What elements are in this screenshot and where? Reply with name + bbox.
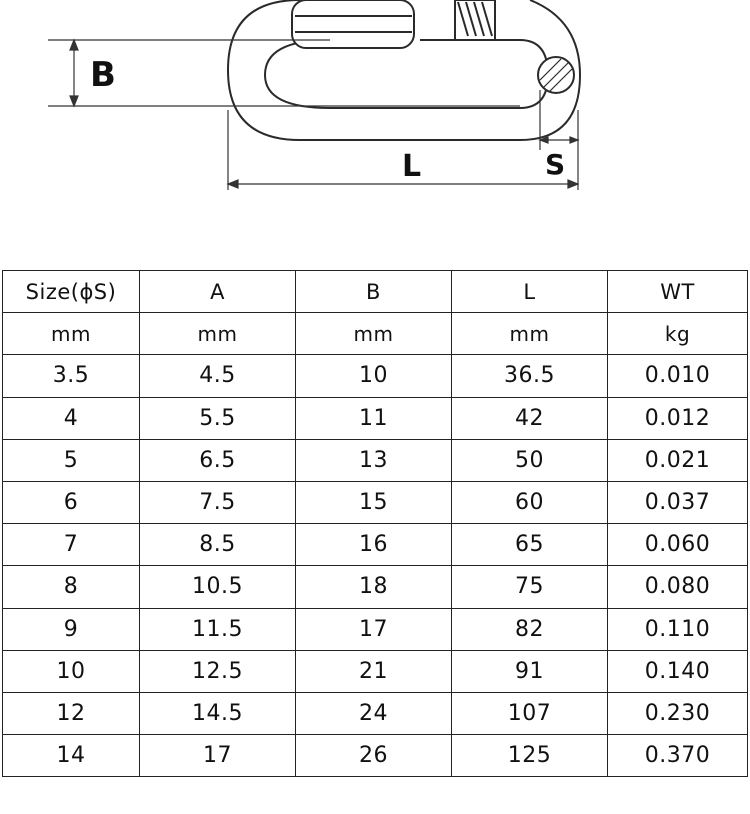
table-cell: 21	[296, 650, 452, 692]
table-cell: 14.5	[140, 692, 296, 734]
dimension-label-s: S	[545, 148, 566, 181]
table-cell: 0.110	[608, 608, 748, 650]
column-header: WT	[608, 271, 748, 313]
table-cell: 17	[296, 608, 452, 650]
table-cell: 82	[452, 608, 608, 650]
table-cell: 0.230	[608, 692, 748, 734]
table-cell: 15	[296, 481, 452, 523]
table-cell: 42	[452, 397, 608, 439]
table-cell: 60	[452, 481, 608, 523]
table-cell: 7	[3, 524, 140, 566]
table-cell: 24	[296, 692, 452, 734]
table-cell: 26	[296, 735, 452, 777]
table-row	[3, 355, 748, 397]
table-cell: 7.5	[140, 481, 296, 523]
column-header: L	[452, 271, 608, 313]
table-cell: 0.010	[608, 355, 748, 397]
column-header: Size(ϕS)	[3, 271, 140, 313]
table-row	[3, 608, 748, 650]
table-cell: 10.5	[140, 566, 296, 608]
unit-cell: mm	[296, 313, 452, 355]
unit-cell: mm	[140, 313, 296, 355]
table-cell: 0.060	[608, 524, 748, 566]
header-row	[3, 271, 748, 313]
table-cell: 9	[3, 608, 140, 650]
table-cell: 36.5	[452, 355, 608, 397]
table-cell: 12.5	[140, 650, 296, 692]
table-row	[3, 439, 748, 481]
threaded-sleeve	[292, 0, 414, 48]
table-cell: 0.080	[608, 566, 748, 608]
table-cell: 3.5	[3, 355, 140, 397]
dimension-label-b: B	[90, 55, 116, 95]
table-cell: 0.370	[608, 735, 748, 777]
table-cell: 4.5	[140, 355, 296, 397]
table-cell: 65	[452, 524, 608, 566]
table-cell: 6	[3, 481, 140, 523]
table-cell: 8	[3, 566, 140, 608]
table-cell: 75	[452, 566, 608, 608]
table-cell: 8.5	[140, 524, 296, 566]
table-cell: 5.5	[140, 397, 296, 439]
unit-cell: mm	[3, 313, 140, 355]
table-cell: 50	[452, 439, 608, 481]
table-row	[3, 650, 748, 692]
table-cell: 14	[3, 735, 140, 777]
table-cell: 18	[296, 566, 452, 608]
dimension-label-l: L	[402, 149, 422, 184]
table-cell: 0.021	[608, 439, 748, 481]
table-cell: 16	[296, 524, 452, 566]
column-header: B	[296, 271, 452, 313]
unit-row	[3, 313, 748, 355]
table-cell: 125	[452, 735, 608, 777]
table-cell: 10	[296, 355, 452, 397]
table-cell: 11.5	[140, 608, 296, 650]
table-cell: 91	[452, 650, 608, 692]
gate-threads	[455, 0, 495, 40]
table-cell: 10	[3, 650, 140, 692]
link-inner-outline	[265, 40, 548, 108]
table-cell: 0.140	[608, 650, 748, 692]
column-header: A	[140, 271, 296, 313]
table-cell: 4	[3, 397, 140, 439]
table-cell: 0.037	[608, 481, 748, 523]
spec-table	[2, 270, 748, 777]
unit-cell: kg	[608, 313, 748, 355]
table-cell: 6.5	[140, 439, 296, 481]
quick-link-diagram	[0, 0, 750, 200]
table-cell: 12	[3, 692, 140, 734]
table-row	[3, 692, 748, 734]
table-row	[3, 481, 748, 523]
table-cell: 11	[296, 397, 452, 439]
table-cell: 17	[140, 735, 296, 777]
table-cell: 107	[452, 692, 608, 734]
table-row	[3, 735, 748, 777]
table-row	[3, 397, 748, 439]
unit-cell: mm	[452, 313, 608, 355]
table-row	[3, 524, 748, 566]
table-cell: 0.012	[608, 397, 748, 439]
table-cell: 13	[296, 439, 452, 481]
table-row	[3, 566, 748, 608]
table-cell: 5	[3, 439, 140, 481]
